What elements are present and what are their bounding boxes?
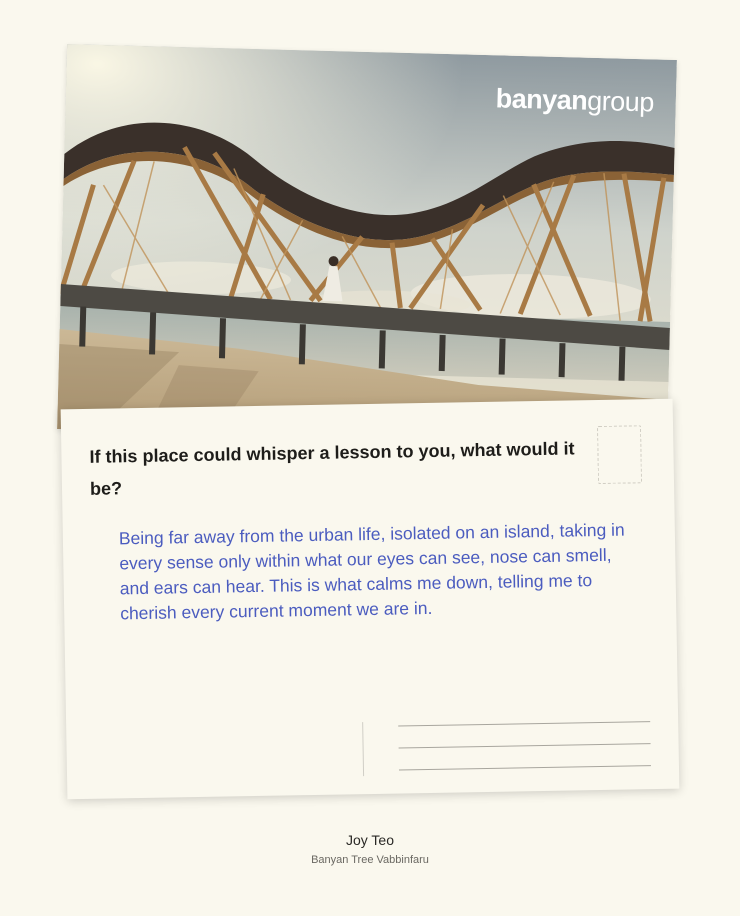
banyan-group-logo — [495, 83, 654, 118]
postcard-question: If this place could whisper a lesson to you, what would it be? — [89, 438, 575, 499]
logo-light-part: group — [586, 85, 655, 118]
postcard-divider — [362, 722, 364, 776]
author-name: Joy Teo — [346, 832, 394, 848]
logo-bold-part: banyan — [495, 83, 588, 116]
postcard-answer: Being far away from the urban life, isolated on an island, taking in every sense only within what our eyes can see, nose can smell, and ears can hear. This is what calms me down, telling me to cherish every current moment we are in. — [118, 519, 625, 624]
address-line — [399, 765, 651, 770]
postcard — [61, 399, 680, 800]
postage-stamp-icon — [597, 425, 642, 484]
address-line — [398, 721, 650, 726]
photo-card — [57, 44, 677, 445]
address-line — [399, 743, 651, 748]
author-location: Banyan Tree Vabbinfaru — [311, 854, 429, 866]
